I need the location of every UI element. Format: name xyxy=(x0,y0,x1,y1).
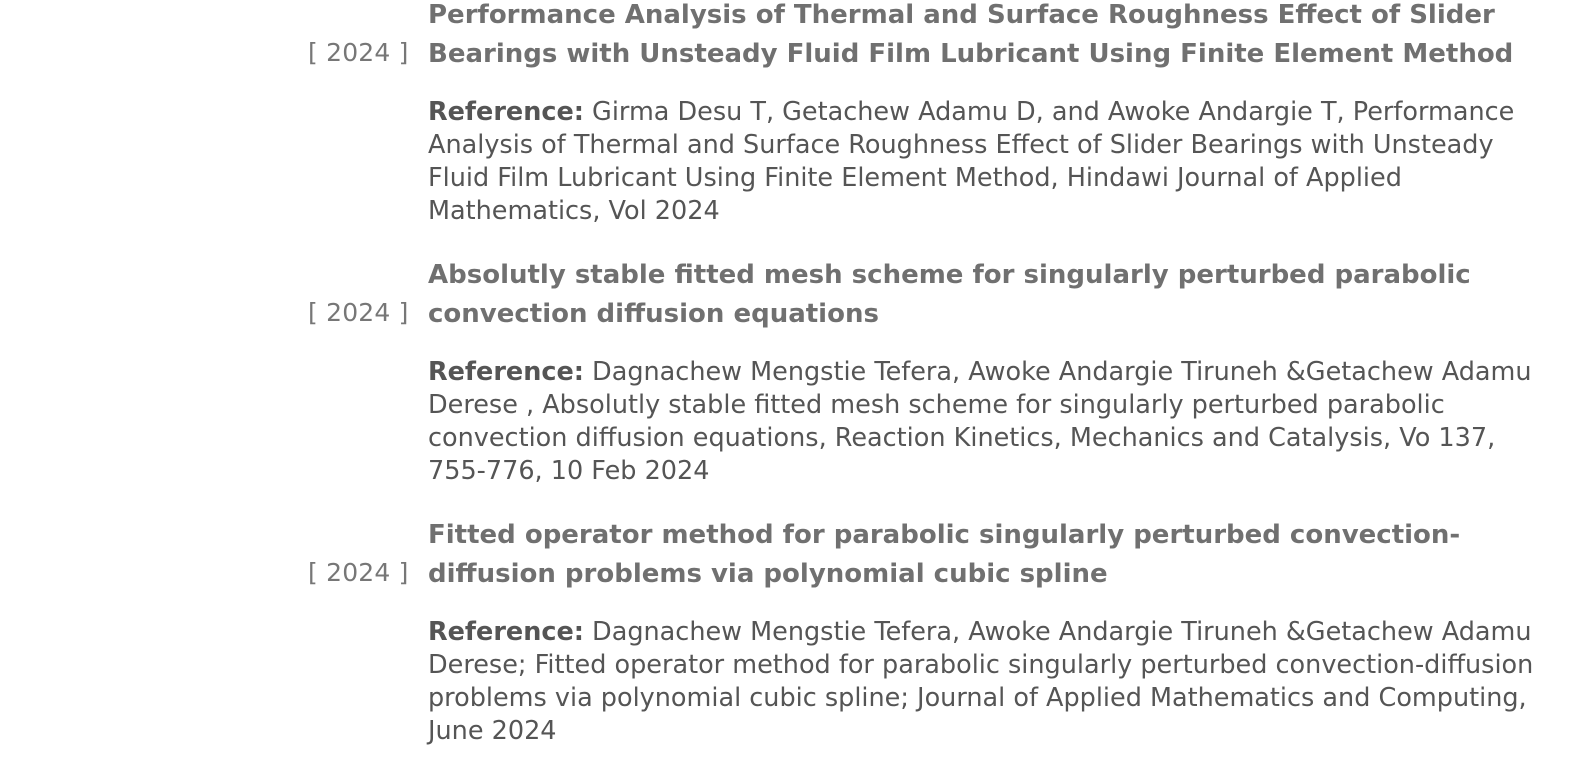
publication-title-link[interactable]: Absolutly stable fitted mesh scheme for singularly perturbed parabolic convection diffusion equations xyxy=(428,260,1471,329)
publication-title-link[interactable]: Performance Analysis of Thermal and Surface Roughness Effect of Slider Bearings with Unsteady Fluid Film Lubricant Using Finite Element Method xyxy=(428,0,1514,69)
publication-item xyxy=(0,0,1583,260)
reference-text: Dagnachew Mengstie Tefera, Awoke Andargie Tiruneh &Getachew Adamu Derese , Absolutly stable fitted mesh scheme for singularly perturbed parabolic convection diffusion equations, Reaction Kinetics, Mechanics and Catalysis, Vo 137, 755-776, 10 Feb 2024 xyxy=(428,357,1532,486)
publication-year: [ 2024 ] xyxy=(308,38,409,67)
reference-text: Girma Desu T, Getachew Adamu D, and Awoke Andargie T, Performance Analysis of Thermal and Surface Roughness Effect of Slider Bearings with Unsteady Fluid Film Lubricant Using Finite Element Method, Hindawi Journal of Applied Mathematics, Vol 2024 xyxy=(428,97,1515,226)
reference-text: Dagnachew Mengstie Tefera, Awoke Andargie Tiruneh &Getachew Adamu Derese; Fitted operator method for parabolic singularly perturbed convection-diffusion problems via polynomial cubic spline; Journal of Applied Mathematics and Computing, June 2024 xyxy=(428,617,1534,746)
reference-label: Reference: xyxy=(428,97,584,127)
publication-title-link[interactable]: Fitted operator method for parabolic singularly perturbed convection-diffusion problems via polynomial cubic spline xyxy=(428,520,1461,589)
publication-year: [ 2024 ] xyxy=(308,558,409,587)
publication-reference xyxy=(428,616,1548,748)
publication-reference xyxy=(428,96,1548,228)
publication-item xyxy=(0,260,1583,520)
publication-item xyxy=(0,520,1583,780)
publication-year: [ 2024 ] xyxy=(308,298,409,327)
publication-reference xyxy=(428,356,1548,488)
reference-label: Reference: xyxy=(428,617,584,647)
reference-label: Reference: xyxy=(428,357,584,387)
